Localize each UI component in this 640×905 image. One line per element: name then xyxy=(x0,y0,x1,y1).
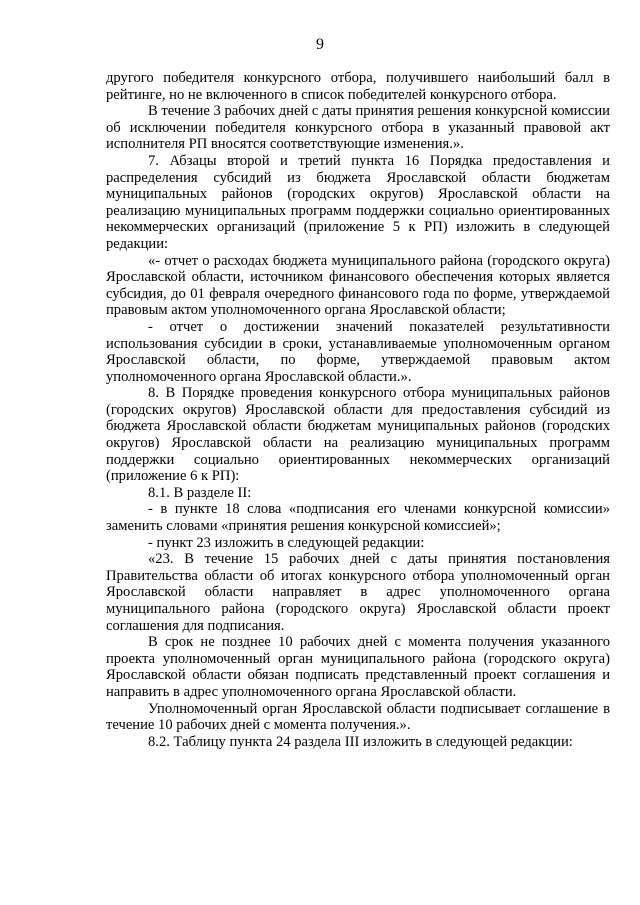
document-body xyxy=(106,70,610,750)
paragraph: В срок не позднее 10 рабочих дней с момента получения указанного проекта уполномоченный орган муниципального района (городского округа) Ярославской области обязан подписать представленный проект соглашения и направить в адрес уполномоченного органа Ярославской области. xyxy=(106,634,610,700)
paragraph: - в пункте 18 слова «подписания его членами конкурсной комиссии» заменить словами «принятия решения конкурсной комиссией»; xyxy=(106,501,610,535)
page-number: 9 xyxy=(316,36,324,53)
paragraph: 8.1. В разделе II: xyxy=(148,484,252,501)
paragraph: - пункт 23 изложить в следующей редакции: xyxy=(148,534,425,551)
paragraph: «- отчет о расходах бюджета муниципального района (городского округа) Ярославской области, источником финансового обеспечения которых является субсидия, до 01 февраля очередного финансового года по форме, утверждаемой правовым актом уполномоченного органа Ярославской области; xyxy=(106,252,610,319)
paragraph: - отчет о достижении значений показателей результативности использования субсидии в сроки, устанавливаемые уполномоченным органом Ярославской области, по форме, утверждаемой правовым актом уполномоченного органа Ярославской области.». xyxy=(106,318,610,385)
paragraph: другого победителя конкурсного отбора, получившего наибольший балл в рейтинге, но не включенного в список победителей конкурсного отбора. xyxy=(106,70,610,103)
paragraph: «23. В течение 15 рабочих дней с даты принятия постановления Правительства области об итогах конкурсного отбора уполномоченный орган Ярославской области направляет в адрес уполномоченного органа муниципального района (городского округа) Ярославской области проект соглашения для подписания. xyxy=(106,551,610,634)
paragraph: 8.2. Таблицу пункта 24 раздела III изложить в следующей редакции: xyxy=(148,733,573,750)
paragraph: 8. В Порядке проведения конкурсного отбора муниципальных районов (городских округов) Ярославской области для предоставления субсидий из бюджета Ярославской области бюджетам муниципальных районов (городских округов) Ярославской области на реализацию муниципальных программ поддержки социально ориентированных некоммерческих организаций (приложение 6 к РП): xyxy=(106,385,610,485)
paragraph: Уполномоченный орган Ярославской области подписывает соглашение в течение 10 рабочих дней с момента получения.». xyxy=(106,700,610,734)
paragraph: В течение 3 рабочих дней с даты принятия решения конкурсной комиссии об исключении победителя конкурсного отбора в указанный правовой акт исполнителя РП вносятся соответствующие изменения.». xyxy=(106,103,610,153)
paragraph: 7. Абзацы второй и третий пункта 16 Порядка предоставления и распределения субсидий из бюджета Ярославской области бюджетам муниципальных районов (городских округов) Ярославской области на реализацию муниципальных программ поддержки социально ориентированных некоммерческих организаций (приложение 5 к РП) изложить в следующей редакции: xyxy=(106,152,610,252)
